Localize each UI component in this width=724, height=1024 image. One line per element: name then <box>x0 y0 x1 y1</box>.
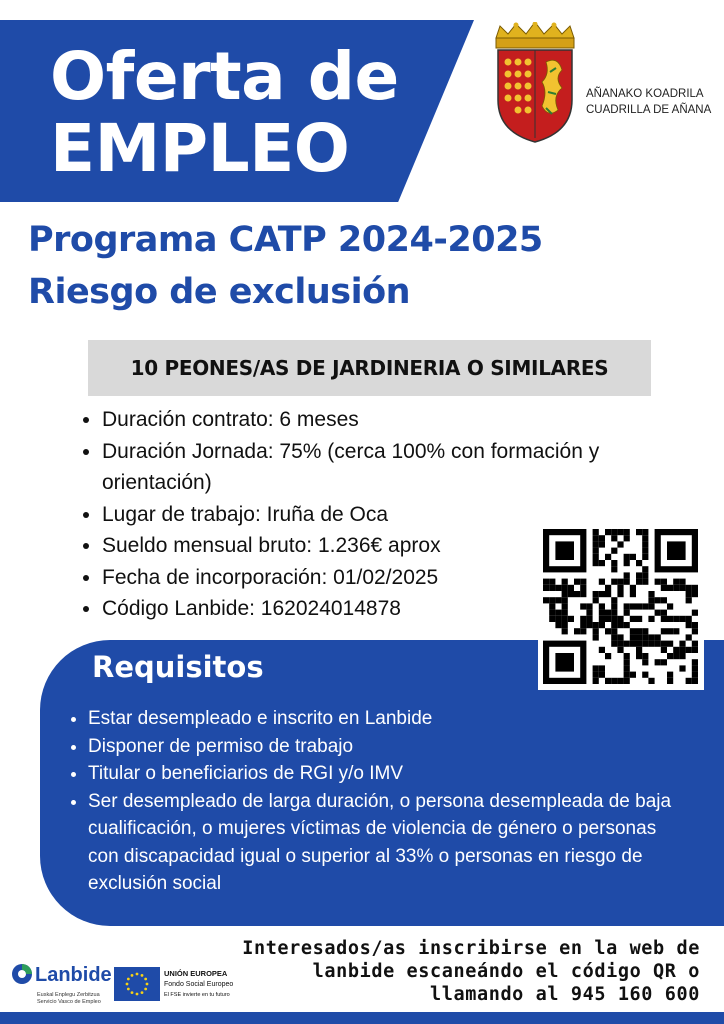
requirement-item: • Ser desempleado de larga duración, o persona desempleada de baja cualificación, o mujeres víctimas de violencia de género o personas con discapacidad igual o superior al 33% o personas en riesgo de exclusión social <box>88 788 688 898</box>
detail-lanbide-code: • Código Lanbide: 162024014878 <box>102 593 622 625</box>
crest-icon <box>486 22 584 144</box>
requirement-item: • Disponer de permiso de trabajo <box>88 733 688 761</box>
eu-title: UNIÓN EUROPEA <box>164 969 228 978</box>
program-subtitle: Riesgo de exclusión <box>28 272 411 312</box>
lanbide-name: Lanbide <box>35 964 112 986</box>
requirement-item: • Titular o beneficiarios de RGI y/o IMV <box>88 760 688 788</box>
org-name-spanish: CUADRILLA DE AÑANA <box>586 104 712 116</box>
requirements-title: Requisitos <box>92 650 264 684</box>
detail-hours: • Duración Jornada: 75% (cerca 100% con formación y orientación) <box>102 436 622 499</box>
requirement-item: • Estar desempleado e inscrito en Lanbide <box>88 705 688 733</box>
page-title-line1: Oferta de <box>50 38 399 115</box>
contact-line: lanbide escaneándo el código QR o <box>312 961 700 982</box>
bottom-bar <box>0 1012 724 1024</box>
lanbide-subtitle-spanish: Servicio Vasco de Empleo <box>37 999 101 1005</box>
eu-tagline: El FSE invierte en tu futuro <box>164 992 230 998</box>
qr-code-icon[interactable] <box>538 524 704 690</box>
position-box <box>88 340 651 396</box>
eu-fund: Fondo Social Europeo <box>164 981 234 988</box>
detail-salary: • Sueldo mensual bruto: 1.236€ aprox <box>102 530 622 562</box>
lanbide-subtitle-basque: Euskal Enplegu Zerbitzua <box>37 992 100 998</box>
org-name-basque: AÑANAKO KOADRILA <box>586 88 704 100</box>
requirements-list <box>62 705 688 898</box>
position-title: 10 PEONES/AS DE JARDINERIA O SIMILARES <box>130 356 609 380</box>
detail-duration: • Duración contrato: 6 meses <box>102 404 622 436</box>
program-title: Programa CATP 2024-2025 <box>28 220 543 260</box>
contact-line: Interesados/as inscribirse en la web de <box>242 938 700 959</box>
eu-flag-icon <box>114 967 160 1001</box>
contact-info <box>230 937 700 1006</box>
detail-location: • Lugar de trabajo: Iruña de Oca <box>102 499 622 531</box>
contact-line: llamando al 945 160 600 <box>430 984 700 1005</box>
detail-start-date: • Fecha de incorporación: 01/02/2025 <box>102 562 622 594</box>
page-title-line2: EMPLEO <box>50 110 350 187</box>
